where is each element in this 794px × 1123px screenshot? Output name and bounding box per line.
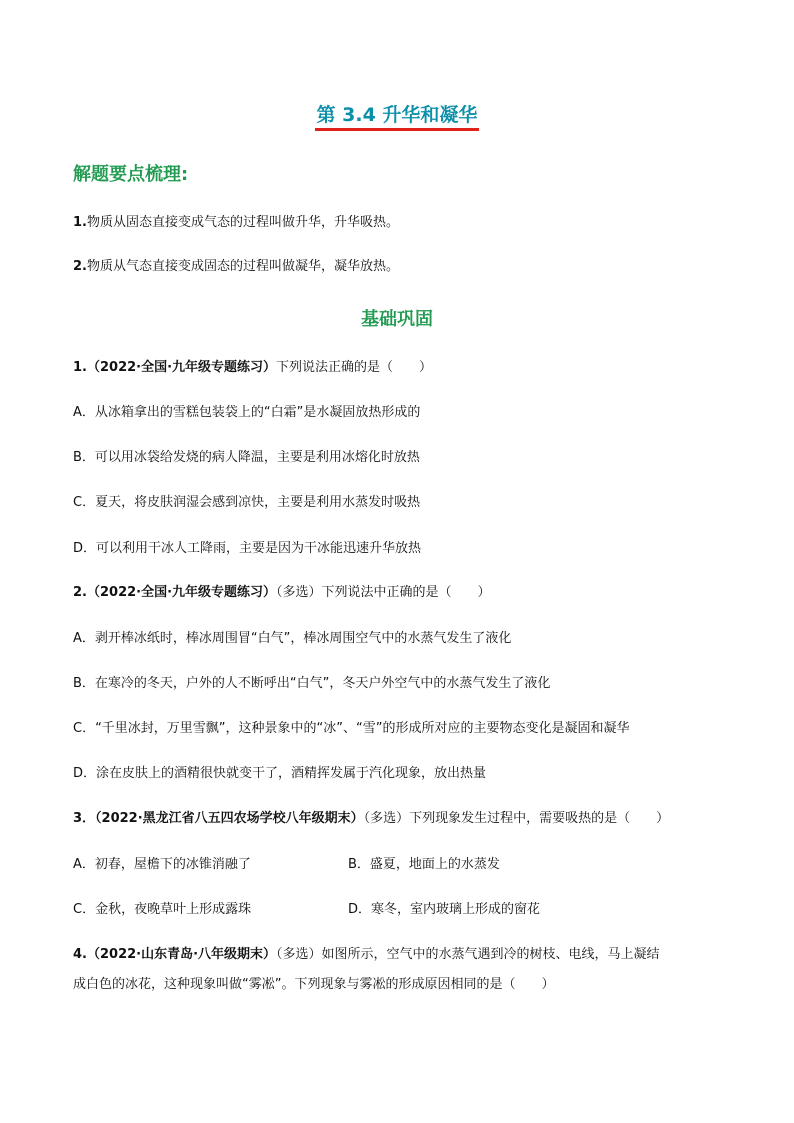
key-point-number: 1. bbox=[73, 215, 87, 230]
question-3-option-d: D．寒冬，室内玻璃上形成的窗花 bbox=[348, 902, 541, 917]
question-source: （2022·山东青岛·八年级期末） bbox=[86, 947, 277, 962]
question-1-option-d: D．可以利用干冰人工降雨，主要是因为干冰能迅速升华放热 bbox=[73, 541, 422, 556]
question-2-option-b: B．在寒冷的冬天，户外的人不断呼出“白气”，冬天户外空气中的水蒸气发生了液化 bbox=[73, 676, 551, 691]
question-3-option-a: A．初春，屋檐下的冰锥消融了 bbox=[73, 857, 251, 872]
question-source: （2022·黑龙江省八五四农场学校八年级期末） bbox=[95, 811, 364, 826]
key-point-text: 物质从固态直接变成气态的过程叫做升华，升华吸热。 bbox=[86, 215, 399, 230]
key-point-number: 2. bbox=[73, 259, 87, 274]
question-2-option-a: A．剥开棒冰纸时，棒冰周围冒“白气”，棒冰周围空气中的水蒸气发生了液化 bbox=[73, 631, 512, 646]
question-source: （2022·全国·九年级专题练习） bbox=[86, 360, 277, 375]
key-point-text: 物质从气态直接变成固态的过程叫做凝华，凝华放热。 bbox=[86, 259, 399, 274]
question-1-stem bbox=[73, 359, 432, 377]
question-text: （多选）下列现象发生过程中，需要吸热的是（ ） bbox=[363, 811, 670, 826]
question-number: 1. bbox=[73, 360, 87, 375]
question-source: （2022·全国·九年级专题练习） bbox=[86, 585, 277, 600]
section-title: 基础巩固 bbox=[361, 309, 433, 330]
key-points-heading: 解题要点梳理: bbox=[73, 164, 189, 185]
question-3-option-c: C．金秋，夜晚草叶上形成露珠 bbox=[73, 902, 252, 917]
document-title bbox=[0, 103, 794, 131]
question-text: （多选）下列说法中正确的是（ ） bbox=[276, 585, 491, 600]
question-1-option-c: C．夏天，将皮肤润湿会感到凉快，主要是利用水蒸发时吸热 bbox=[73, 495, 421, 510]
key-point-1 bbox=[73, 214, 399, 232]
question-4-stem-continued: 成白色的冰花，这种现象叫做“雾凇”。下列现象与雾凇的形成原因相同的是（ ） bbox=[73, 977, 555, 992]
question-text: 下列说法正确的是（ ） bbox=[276, 360, 433, 375]
question-4-stem bbox=[73, 946, 660, 964]
question-2-option-c: C．“千里冰封，万里雪飘”，这种景象中的“冰”、“雪”的形成所对应的主要物态变化是凝固和凝华 bbox=[73, 721, 630, 736]
question-number: 3． bbox=[73, 811, 96, 826]
question-text: （多选）如图所示，空气中的水蒸气遇到冷的树枝、电线，马上凝结 bbox=[276, 947, 660, 962]
question-1-option-a: A．从冰箱拿出的雪糕包装袋上的“白霜”是水凝固放热形成的 bbox=[73, 405, 421, 420]
title-text: 第 3.4 升华和凝华 bbox=[315, 103, 480, 131]
question-3-stem bbox=[73, 810, 669, 828]
key-point-2 bbox=[73, 258, 399, 276]
question-number: 4. bbox=[73, 947, 87, 962]
question-3-option-b: B．盛夏，地面上的水蒸发 bbox=[348, 857, 500, 872]
question-2-stem bbox=[73, 584, 491, 602]
question-1-option-b: B．可以用冰袋给发烧的病人降温，主要是利用冰熔化时放热 bbox=[73, 450, 420, 465]
question-number: 2. bbox=[73, 585, 87, 600]
question-2-option-d: D．涂在皮肤上的酒精很快就变干了，酒精挥发属于汽化现象，放出热量 bbox=[73, 766, 487, 781]
